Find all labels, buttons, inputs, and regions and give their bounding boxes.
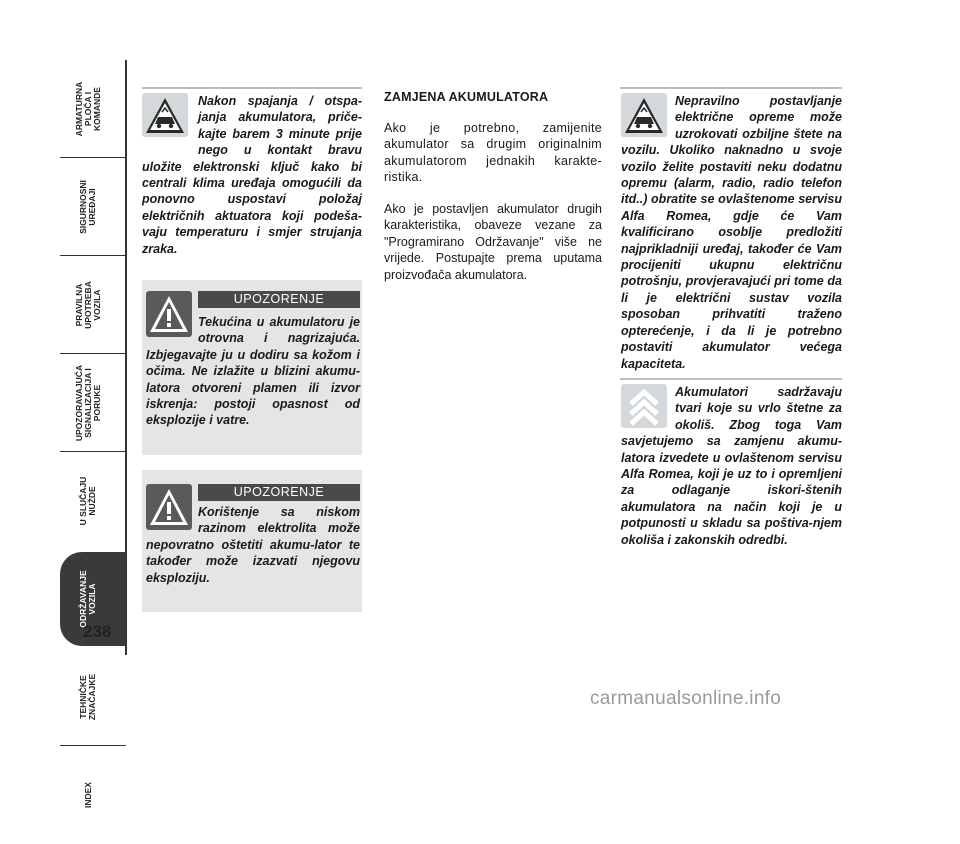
section-rule xyxy=(142,87,362,89)
nav-tab-label: ODRŽAVANJE VOZILA xyxy=(78,570,97,628)
paragraph: Ako je postavljen akumulator drugih karakteristika, obaveze vezane za "Programirano Održavanje" više ne vrijede. Postupajte prema uputama proizvođača akumulatora. xyxy=(384,202,602,282)
warning-text: Korištenje sa niskom razinom elektrolita može nepovratno oštetiti akumu-lator te također može izazvati njegovu eksploziju. xyxy=(146,505,360,585)
nav-tab-label: TEHNIČKE ZNAČAJKE xyxy=(78,673,97,721)
section-title: ZAMJENA AKUMULATORA xyxy=(384,90,549,104)
nav-tab-index[interactable] xyxy=(0,746,126,844)
nav-tab-label: UPOZORAVAJUĆA SIGNALIZACIJA I PORUKE xyxy=(73,364,102,442)
note-text: Akumulatori sadržavaju tvari koje su vrlo štetne za okoliš. Zbog toga Vam savjetujemo sa zamjenu akumu-latora izvedete u ovlaštenom servisu Alfa Romea, koji je uz to i opremljeni za odlaganje iskori-štenih akumulatora na način koji je u potpunosti u skladu sa poštiva-njem okoliša i zakonskih odredbi. xyxy=(621,385,842,547)
nav-tab-label: PRAVILNA UPOTREBA VOZILA xyxy=(73,281,102,329)
section-rule xyxy=(620,87,842,89)
nav-tab-upozoravajuca-signalizacija[interactable] xyxy=(0,354,126,452)
nav-tab-label: U SLUČAJU NUŽDE xyxy=(78,476,97,526)
warning-text: Tekućina u akumulatoru je otrovna i nagrizajuća. Izbjegavajte ju u dodiru sa kožom i očima. Ne izlažite u blizini akumu-latora otvoreni plamen ili izvor iskrenja: postoji opasnost od eksplozije i vatre. xyxy=(146,315,360,428)
note-text: Nepravilno postavljanje električne opreme može uzrokovati ozbiljne štete na vozilu. Ukoliko naknadno u svoje vozilo želite postaviti neku dodatnu opremu (alarm, radio, radio telefon itd..) obratite se ovlaštenome servisu Alfa Romea, gdje će Vam kvalificirano osoblje predložiti najprikladniji uređaj, također će Vam procijeniti ukupnu električnu potrošnju, provjeravajući pri tome da li je električni sustav vozila sposoban prihvatiti traženo opterećenje, i da li je potrebno postaviti akumulator većega kapaciteta. xyxy=(621,94,842,371)
nav-tab-sigurnosni-uredaji[interactable] xyxy=(0,158,126,256)
warning-heading: UPOZORENJE xyxy=(198,291,360,308)
nav-tab-pravilna-upotreba[interactable] xyxy=(0,256,126,354)
watermark: carmanualsonline.info xyxy=(590,688,782,709)
page-number: 238 xyxy=(83,622,112,641)
section-rule xyxy=(620,378,842,380)
note-text: Nakon spajanja / otspa-janja akumulatora, priče-kajte barem 3 minute prije nego u kontakt bravu uložite elektronski ključ kako bi centrali klima uređaja omogućili da ponovno uspostavi položaj električnih aktuatora koji podeša-vaju temperaturu i smjer strujanja zraka. xyxy=(142,94,362,256)
nav-tab-u-slucaju-nuzde[interactable] xyxy=(0,452,126,550)
nav-tab-tehnicke-znacajke[interactable] xyxy=(0,648,126,746)
nav-tab-label: SIGURNOSNI UREĐAJI xyxy=(78,180,97,234)
nav-tab-armaturna-ploca[interactable] xyxy=(0,60,126,158)
nav-tab-label: ARMATURNA PLOČA I KOMANDE xyxy=(73,81,102,137)
warning-heading: UPOZORENJE xyxy=(198,484,360,501)
nav-tab-label: INDEX xyxy=(82,782,93,808)
paragraph: Ako je potrebno, zamijenite akumulator sa drugim originalnim akumulatorom jednakih karakte-ristika. xyxy=(384,121,602,185)
